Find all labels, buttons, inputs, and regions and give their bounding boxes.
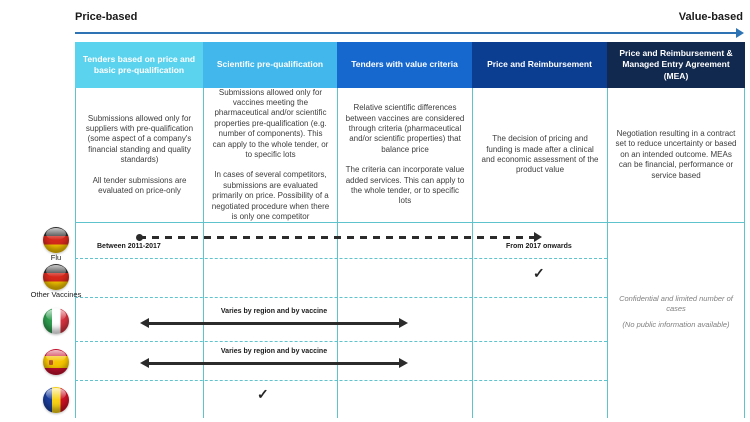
description-price-reimbursement xyxy=(472,88,607,222)
column-header-label: Price and Reimbursement & Managed Entry Agreement (MEA) xyxy=(619,48,733,81)
description-paragraph: The decision of pricing and funding is made after a clinical and economic assessment of the product value xyxy=(481,134,599,175)
flu-timeline-dashed-arrow xyxy=(139,236,535,239)
description-paragraph: Submissions allowed only for vaccines meeting the pharmaceutical and/or scientific properties pre-qualification (e.g. number of components). This can apply to the whole tender, or to specific lots xyxy=(212,87,329,159)
description-paragraph: Relative scientific differences between vaccines are considered through criteria (pharmaceutical and/or scientific properties) that balance price xyxy=(345,103,465,154)
flu-period-end-label: From 2017 onwards xyxy=(506,243,572,250)
timeline-arrowhead-icon xyxy=(534,232,542,242)
arrowhead-left-icon xyxy=(140,318,149,328)
arrowhead-right-icon xyxy=(399,318,408,328)
description-paragraph: All tender submissions are evaluated on price-only xyxy=(92,175,187,195)
mea-confidential-note xyxy=(609,288,743,336)
row-separator-dashed xyxy=(75,297,607,298)
check-mark-other-vaccines: ✓ xyxy=(533,265,545,281)
column-header-label: Tenders with value criteria xyxy=(351,59,458,70)
description-scientific-prequalification xyxy=(203,88,337,222)
row-label-other-vaccines: Other Vaccines xyxy=(30,290,82,299)
column-header-price-prequalification xyxy=(75,42,203,88)
column-header-value-criteria xyxy=(337,42,472,88)
spectrum-arrowhead-icon xyxy=(736,28,744,38)
grid-vline xyxy=(203,222,204,418)
grid-vline xyxy=(75,222,76,418)
mea-note-line2: (No public information available) xyxy=(622,320,730,330)
column-header-label: Price and Reimbursement xyxy=(487,59,592,70)
price-based-label: Price-based xyxy=(75,11,138,23)
description-price-prequalification xyxy=(75,88,203,222)
timeline-start-dot-icon xyxy=(136,234,143,241)
arrowhead-right-icon xyxy=(399,358,408,368)
italy-range-arrow xyxy=(148,322,400,325)
column-header-mea xyxy=(607,42,745,88)
column-header-label: Scientific pre-qualification xyxy=(216,59,324,70)
arrowhead-left-icon xyxy=(140,358,149,368)
germany-flag-icon xyxy=(43,227,69,253)
column-header-label: Tenders based on price and basic pre-qualification xyxy=(82,53,196,75)
description-mea xyxy=(607,88,745,222)
romania-flag-icon xyxy=(43,387,69,413)
flag-gloss xyxy=(46,388,66,400)
row-label-flu: Flu xyxy=(50,253,62,262)
column-header-scientific-prequalification xyxy=(203,42,337,88)
grid-vline xyxy=(337,222,338,418)
italy-flag-icon xyxy=(43,308,69,334)
description-value-criteria xyxy=(337,88,472,222)
flag-gloss xyxy=(46,228,66,240)
germany-flag-icon xyxy=(43,264,69,290)
grid-vline xyxy=(744,222,745,418)
flag-gloss xyxy=(46,265,66,277)
rows-top-border xyxy=(75,222,745,223)
varies-label-italy: Varies by region and by vaccine xyxy=(220,308,328,315)
mea-note-line1: Confidential and limited number of cases xyxy=(619,294,733,314)
description-paragraph: Submissions allowed only for suppliers with pre-qualification (some aspect of a company's financial standing and quality standards) xyxy=(85,113,194,165)
row-separator-dashed xyxy=(75,341,607,342)
check-mark-romania: ✓ xyxy=(257,386,269,402)
description-paragraph: The criteria can incorporate value added services. This can apply to the whole tender, or to specific lots xyxy=(345,165,465,206)
grid-vline xyxy=(472,222,473,418)
flag-gloss xyxy=(46,309,66,321)
spain-flag-icon xyxy=(43,349,69,375)
row-separator-dashed xyxy=(75,380,607,381)
varies-label-spain: Varies by region and by vaccine xyxy=(220,348,328,355)
value-based-label: Value-based xyxy=(678,11,743,23)
spain-range-arrow xyxy=(148,362,400,365)
description-paragraph: Negotiation resulting in a contract set to reduce uncertainty or based on an intended outcome. MEAs can be financial, performance or service based xyxy=(615,129,737,180)
column-header-price-reimbursement xyxy=(472,42,607,88)
spectrum-arrow-line xyxy=(75,32,737,34)
grid-vline xyxy=(607,222,608,418)
flu-period-start-label: Between 2011-2017 xyxy=(97,243,161,250)
row-separator-dashed xyxy=(75,258,607,259)
flag-gloss xyxy=(46,350,66,362)
description-paragraph: In cases of several competitors, submissions are evaluated primarily on price. Possibility of a negotiated procedure when there is only one competitor xyxy=(211,170,330,221)
